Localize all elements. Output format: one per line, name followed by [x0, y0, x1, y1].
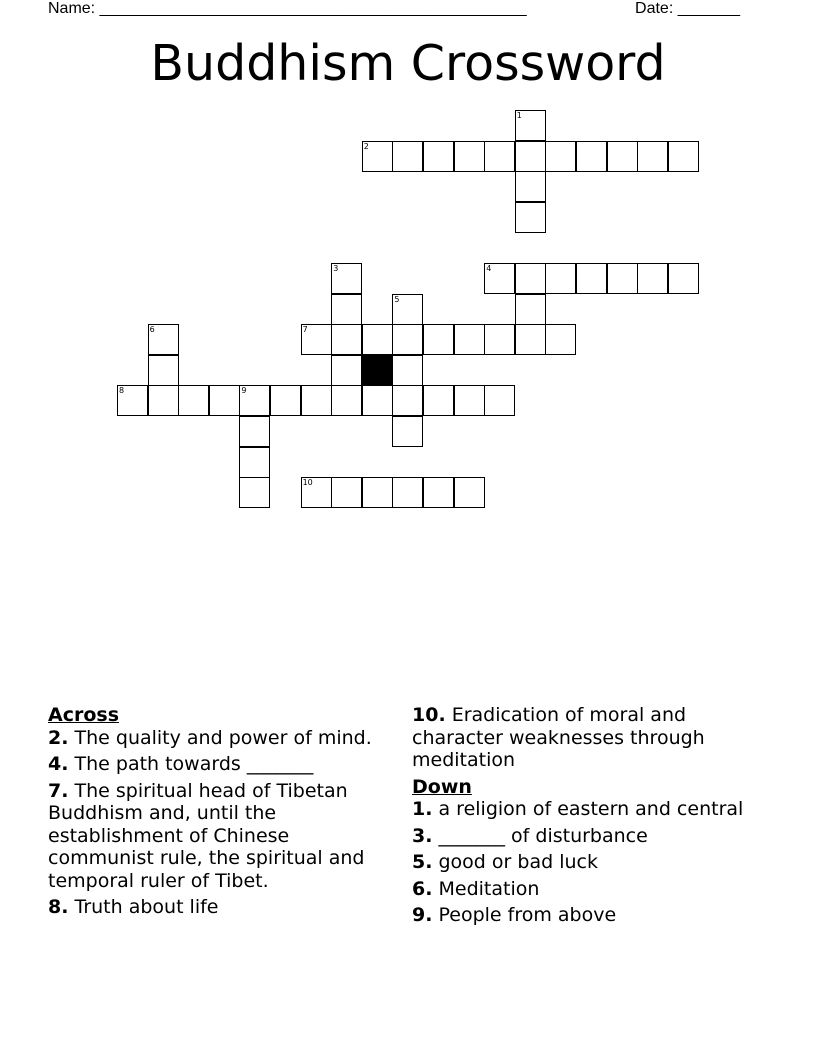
grid-cell[interactable] — [331, 385, 362, 416]
grid-cell[interactable] — [423, 141, 454, 172]
grid-cell[interactable] — [392, 141, 423, 172]
blocked-grid-cell — [362, 355, 393, 386]
clue-number: 1 — [516, 111, 522, 120]
grid-cell[interactable] — [362, 385, 393, 416]
grid-cell[interactable] — [392, 294, 423, 325]
clue-number: 8 — [119, 386, 125, 396]
clue-number: 6 — [149, 325, 155, 335]
grid-cell[interactable] — [301, 385, 332, 416]
clue-number: 3 — [333, 264, 339, 273]
grid-cell[interactable] — [454, 385, 485, 416]
across-clue-7: 7. The spiritual head of Tibetan Buddhism and, until the establishment of Chinese communist rule, the spiritual and temporal ruler of Tibet. — [48, 779, 365, 892]
down-clue-1: 1. a religion of eastern and central — [412, 798, 744, 820]
grid-cell[interactable] — [148, 324, 179, 355]
grid-cell[interactable] — [454, 324, 485, 355]
grid-cell[interactable] — [362, 141, 393, 172]
grid-cell[interactable] — [270, 385, 301, 416]
grid-cell[interactable] — [178, 385, 209, 416]
grid-cell[interactable] — [607, 141, 638, 172]
page-title: Buddhism Crossword — [150, 35, 666, 92]
grid-cell[interactable] — [423, 477, 454, 508]
grid-cell[interactable] — [392, 477, 423, 508]
grid-cell[interactable] — [209, 385, 240, 416]
grid-cell[interactable] — [331, 324, 362, 355]
grid-cell[interactable] — [545, 324, 576, 355]
grid-cell[interactable] — [515, 294, 546, 325]
grid-cell[interactable] — [301, 477, 332, 508]
grid-cell[interactable] — [515, 324, 546, 355]
down-heading: Down — [412, 775, 472, 798]
grid-cell[interactable] — [668, 263, 699, 294]
grid-cell[interactable] — [148, 355, 179, 386]
grid-cell[interactable] — [117, 385, 148, 416]
grid-cell[interactable] — [484, 141, 515, 172]
grid-cell[interactable] — [515, 263, 546, 294]
down-clue-6: 6. Meditation — [412, 877, 540, 900]
grid-cell[interactable] — [331, 263, 362, 294]
grid-cell[interactable] — [392, 416, 423, 447]
grid-cell[interactable] — [576, 141, 607, 172]
across-clue-10: 10. Eradication of moral and character weaknesses through meditation — [412, 704, 705, 771]
clues-right-column — [412, 704, 752, 931]
grid-cell[interactable] — [454, 477, 485, 508]
name-field[interactable]: Name: ________________________________________________ — [48, 0, 527, 17]
clue-number: 7 — [302, 325, 308, 335]
grid-cell[interactable] — [545, 263, 576, 294]
grid-cell[interactable] — [239, 477, 270, 508]
grid-cell[interactable] — [637, 141, 668, 172]
clue-number: 5 — [394, 294, 400, 304]
grid-cell[interactable] — [148, 385, 179, 416]
date-field[interactable]: Date: _______ — [635, 0, 740, 17]
down-clue-9: 9. People from above — [412, 904, 617, 926]
grid-cell[interactable] — [392, 324, 423, 355]
clue-number: 2 — [363, 141, 369, 151]
grid-cell[interactable] — [515, 141, 546, 172]
grid-cell[interactable] — [515, 110, 546, 141]
grid-cell[interactable] — [301, 324, 332, 355]
grid-cell[interactable] — [515, 171, 546, 202]
grid-cell[interactable] — [637, 263, 668, 294]
grid-cell[interactable] — [423, 385, 454, 416]
grid-cell[interactable] — [545, 141, 576, 172]
grid-cell[interactable] — [239, 385, 270, 416]
grid-cell[interactable] — [392, 355, 423, 386]
grid-cell[interactable] — [423, 324, 454, 355]
grid-cell[interactable] — [362, 324, 393, 355]
grid-cell[interactable] — [239, 416, 270, 447]
grid-cell[interactable] — [515, 202, 546, 233]
grid-cell[interactable] — [484, 385, 515, 416]
grid-cell[interactable] — [331, 294, 362, 325]
grid-cell[interactable] — [484, 324, 515, 355]
clues-left-column — [48, 704, 400, 923]
down-clue-3: 3. _______ of disturbance — [412, 824, 648, 847]
across-heading: Across — [48, 704, 120, 726]
grid-cell[interactable] — [331, 355, 362, 386]
down-clue-5: 5. good or bad luck — [412, 851, 598, 873]
grid-cell[interactable] — [576, 263, 607, 294]
grid-cell[interactable] — [362, 477, 393, 508]
grid-cell[interactable] — [484, 263, 515, 294]
grid-cell[interactable] — [668, 141, 699, 172]
grid-cell[interactable] — [392, 385, 423, 416]
grid-cell[interactable] — [239, 447, 270, 478]
grid-cell[interactable] — [454, 141, 485, 172]
across-clue-2: 2. The quality and power of mind. — [48, 726, 372, 749]
grid-cell[interactable] — [607, 263, 638, 294]
across-clue-4: 4. The path towards _______ — [48, 753, 314, 775]
clue-number: 9 — [241, 386, 247, 396]
clue-number: 10 — [302, 478, 313, 488]
across-clue-8: 8. Truth about life — [48, 896, 219, 918]
grid-cell[interactable] — [331, 477, 362, 508]
clue-number: 4 — [486, 264, 492, 273]
